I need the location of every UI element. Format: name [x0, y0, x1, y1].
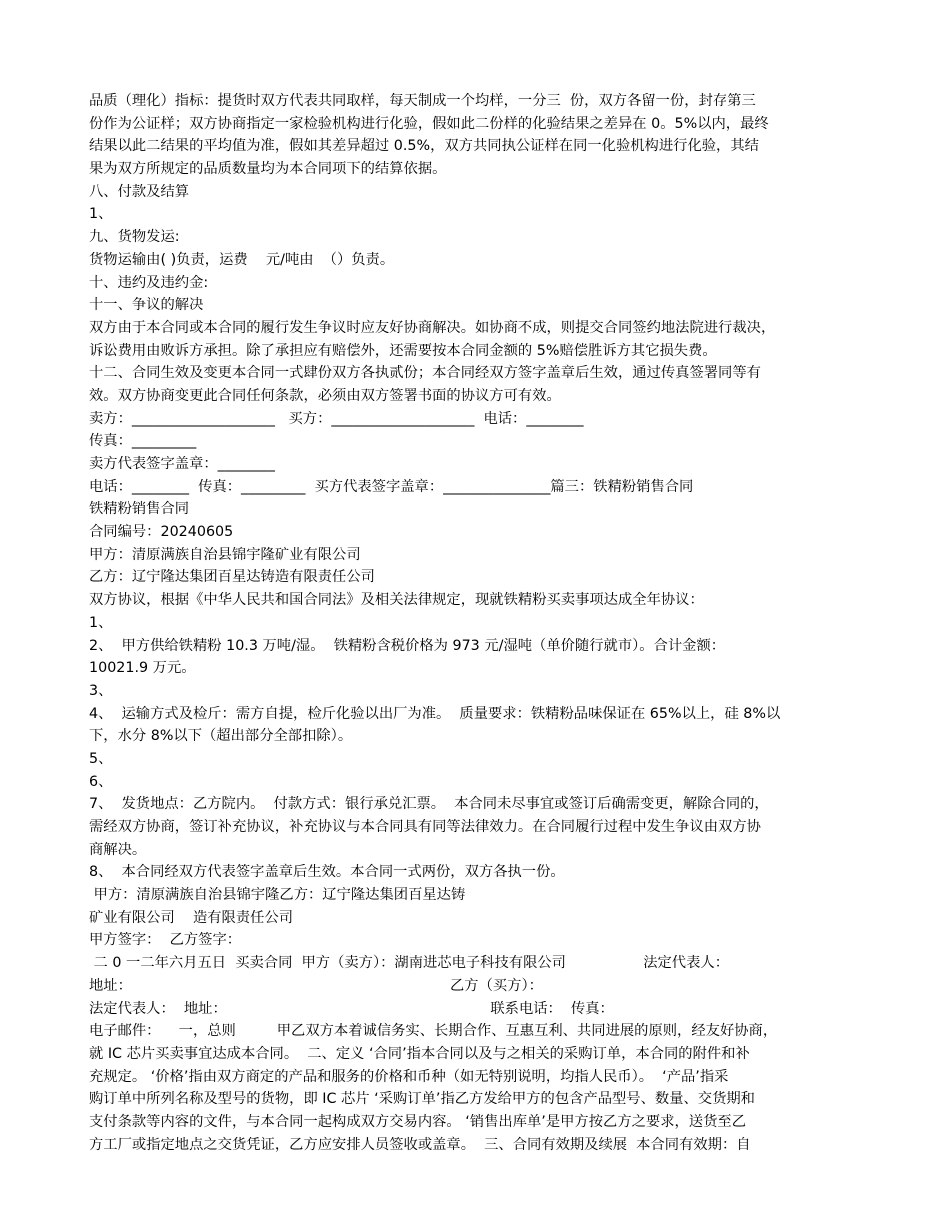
text-line: 法定代表人： 地址： 联系电话： 传真： [89, 1000, 614, 1017]
text-line: 1、 [89, 206, 113, 223]
clause-line: 需经双方协商，签订补充协议，补充协议与本合同具有同等法律效力。在合同履行过程中发生争议由双方协 [89, 819, 761, 835]
text-line: 充规定。 ‘价格’指由双方商定的产品和服务的价格和币种（如无特别说明，均指人民币）。 ‘产品’指采 [89, 1068, 729, 1085]
signature-line: 传真：_________ [89, 433, 197, 450]
text-line: 双方协议，根据《中华人民共和国合同法》及相关法律规定，现就铁精粉买卖事项达成全年协议： [89, 592, 704, 609]
clause-line: 6、 [89, 773, 113, 790]
text-line: 地址： 乙方（买方）： [89, 977, 543, 994]
clause-line: 下，水分 8%以下（超出部分全部扣除）。 [89, 728, 353, 745]
text-line: 品质（理化）指标：提货时双方代表共同取样，每天制成一个均样，一分三 份，双方各留一份，封存第三 [89, 93, 756, 109]
text-line: 就 IC 芯片买卖事宜达成本合同。 二、定义 ‘合同’指本合同以及与之相关的采购订单，本合同的附件和补 [89, 1045, 750, 1062]
contract-title: 铁精粉销售合同 [89, 501, 190, 518]
signature-line: 矿业有限公司 造有限责任公司 [89, 909, 294, 926]
clause-line: 7、 发货地点：乙方院内。 付款方式：银行承兑汇票。 本合同未尽事宜或签订后确需变更，解除合同的， [89, 796, 769, 813]
text-line: 诉讼费用由败诉方承担。除了承担应有赔偿外，还需要按本合同金额的 5%赔偿胜诉方其它损失费。 [89, 342, 717, 359]
party-a: 甲方：清原满族自治县锦宇隆矿业有限公司 [89, 546, 361, 563]
signature-line: 甲方：清原满族自治县锦宇隆乙方：辽宁隆达集团百星达铸 [89, 887, 466, 904]
section-heading: 九、货物发运: [89, 229, 180, 246]
text-line: 方工厂或指定地点之交货凭证，乙方应安排人员签收或盖章。 三、合同有效期及续展 本合同有效期：自 [89, 1136, 751, 1153]
section-heading: 十、违约及违约金: [89, 274, 209, 291]
clause-line: 商解决。 [89, 841, 147, 858]
text-line: 电子邮件： 一，总则 甲乙双方本着诚信务实、长期合作、互惠互利、共同进展的原则，经友好协商， [89, 1023, 778, 1040]
section-heading: 八、付款及结算 [89, 183, 190, 200]
clause-line: 10021.9 万元。 [89, 660, 196, 677]
contract-number: 合同编号：20240605 [89, 524, 234, 541]
text-line: 购订单中所列名称及型号的货物，即 IC 芯片 ‘采购订单’指乙方发给甲方的包含产品型号、数量、交货期和 [89, 1091, 755, 1108]
signature-line: 卖方代表签字盖章：________ [89, 456, 275, 472]
text-line: 支付条款等内容的文件，与本合同一起构成双方交易内容。 ‘销售出库单’是甲方按乙方之要求，送货至乙 [89, 1113, 746, 1130]
signature-line: 卖方：____________________ 买方：____________________ 电话：________ [89, 410, 584, 427]
section-heading: 十一、争议的解决 [89, 297, 204, 314]
clause-line: 2、 甲方供给铁精粉 10.3 万吨/湿。 铁精粉含税价格为 973 元/湿吨（单价随行就市）。合计金额： [89, 637, 726, 654]
clause-line: 3、 [89, 682, 113, 699]
text-line: 十二、合同生效及变更本合同一式肆份双方各执贰份；本合同经双方签字盖章后生效，通过传真签署同等有 [89, 365, 761, 382]
party-b: 乙方：辽宁隆达集团百星达铸造有限责任公司 [89, 569, 375, 586]
text-line: 结果以此二结果的平均值为准，假如其差异超过 0.5%，双方共同执公证样在同一化验机构进行化验，其结 [89, 138, 759, 155]
text-line: 双方由于本合同或本合同的履行发生争议时应友好协商解决。如协商不成，则提交合同签约地法院进行裁决， [89, 319, 776, 336]
text-line: 果为双方所规定的品质数量均为本合同项下的结算依据。 [89, 161, 447, 178]
clause-line: 5、 [89, 750, 113, 767]
clause-line: 4、 运输方式及检斤：需方自提，检斤化验以出厂为准。 质量要求：铁精粉品味保证在 65%以上，硅 8%以 [89, 705, 781, 722]
text-line: 效。双方协商变更此合同任何条款，必须由双方签署书面的协议方可有效。 [89, 387, 561, 404]
signature-line: 甲方签字： 乙方签字： [89, 932, 242, 949]
text-line: 份作为公证样；双方协商指定一家检验机构进行化验，假如此二份样的化验结果之差异在 0。5%以内，最终 [89, 115, 769, 132]
clause-line: 8、 本合同经双方代表签字盖章后生效。本合同一式两份，双方各执一份。 [89, 864, 565, 881]
text-line: 货物运输由( )负责，运费 元/吨由 （）负责。 [89, 251, 395, 268]
document-body [89, 90, 869, 1156]
signature-line: 电话：________ 传真：_________ 买方代表签字盖章：_______________篇三：铁精粉销售合同 [89, 478, 694, 495]
text-line: 二 0 一二年六月五日 买卖合同 甲方（卖方）：湖南进芯电子科技有限公司 法定代表人： [89, 955, 729, 972]
clause-line: 1、 [89, 614, 113, 631]
